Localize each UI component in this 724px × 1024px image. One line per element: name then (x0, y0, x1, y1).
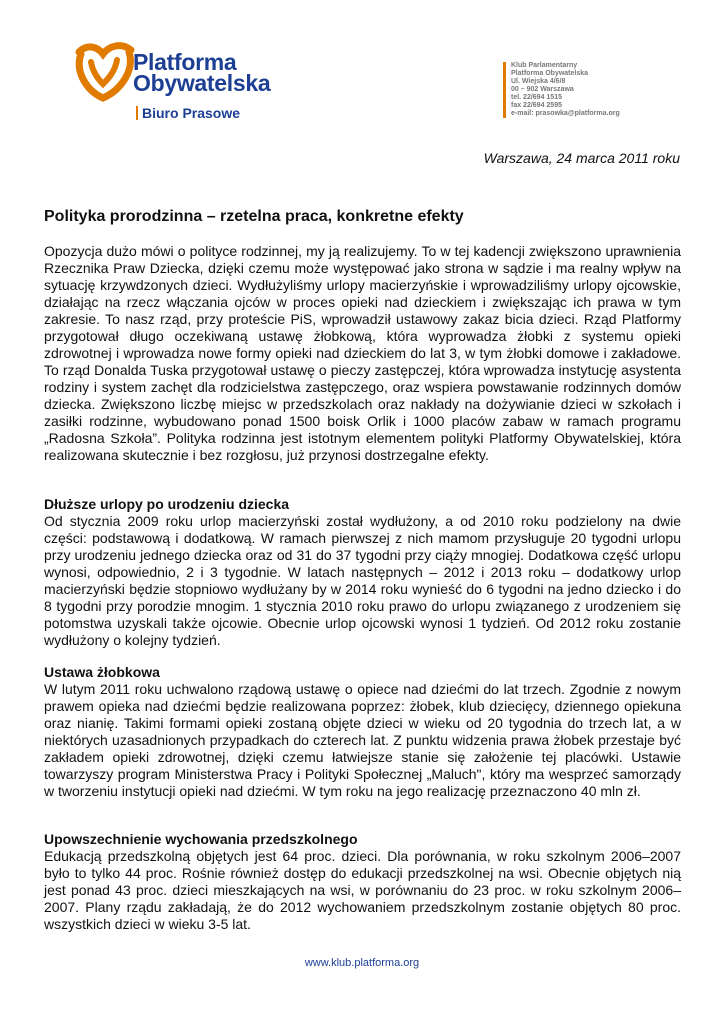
office-divider (136, 106, 138, 120)
intro-paragraph (44, 243, 681, 464)
dateline: Warszawa, 24 marca 2011 roku (483, 150, 680, 166)
page-title: Polityka prorodzinna – rzetelna praca, konkretne efekty (44, 208, 464, 225)
contact-line: Platforma Obywatelska (511, 70, 589, 77)
contact-line: tel. 22/694 1515 (511, 94, 562, 101)
section-heading: Dłuższe urlopy po urodzeniu dziecka (44, 496, 290, 512)
contact-email: e-mail: prasowka@platforma.org (511, 110, 620, 117)
section-nursery (44, 664, 681, 800)
section-heading: Ustawa żłobkowa (44, 664, 160, 680)
section-heading: Upowszechnienie wychowania przedszkolnego (44, 831, 358, 847)
intro-text: Opozycja dużo mówi o polityce rodzinnej, my ją realizujemy. To w tej kadencji zwiększono uprawnienia Rzecznika Praw Dziecka, dzięki czemu może występować jako strona w sądzie i ma realny wpływ na sytuację krzywdzonych dzieci. Wydłużyliśmy urlopy macierzyńskie i wprowadziliśmy urlopy ojcowskie, działając na rzecz włączania ojców w proces opieki nad dzieckiem i zwiększając ich prawa w tym zakresie. To nasz rząd, przy proteście PiS, wprowadził ustawowy zakaz bicia dzieci. Rząd Platformy przygotował długo oczekiwaną ustawę żłobkową, która wyprowadza żłobki z systemu opieki zdrowotnej i wprowadza nowe formy opieki nad dzieckiem do lat 3, w tym żłobki domowe i zakładowe. To rząd Donalda Tuska przygotował ustawę o pieczy zastępczej, która wprowadza instytucję asystenta rodziny i system zachęt dla rodzicielstwa zastępczego, oraz wspiera powstawanie rodzinnych domów dziecka. Zwiększono liczbę miejsc w przedszkolach oraz nakłady na dożywianie dzieci w szkołach i zasiłki rodzinne, wybudowano ponad 1500 boisk Orlik i 1000 placów zabaw w ramach programu „Radosna Szkoła”. Polityka rodzinna jest istotnym elementem polityki Platformy Obywatelskiej, która realizowana skutecznie i bez rozgłosu, już przynosi dostrzegalne efekty. (44, 243, 681, 463)
contact-line: Klub Parlamentarny (511, 62, 578, 69)
footer-link[interactable]: www.klub.platforma.org (304, 957, 420, 969)
contact-block (503, 62, 620, 118)
contact-line: fax 22/694 2595 (511, 102, 562, 109)
brand-name (133, 49, 271, 96)
section-text: Edukacją przedszkolną objętych jest 64 proc. dzieci. Dla porównania, w roku szkolnym 2006–2007 było to tylko 44 proc. Rośnie również dostęp do edukacji przedszkolnej na wsi. Obecnie objętych nią jest ponad 43 proc. dzieci mieszkających na wsi, w porównaniu do 23 proc. w roku szkolnym 2006–2007. Plany rządu zakładają, że do 2012 wychowaniem przedszkolnym zostanie objętych 80 proc. wszystkich dzieci w wieku 3-5 lat. (44, 848, 681, 932)
logo (73, 40, 313, 130)
brand-line-2: Obywatelska (133, 70, 271, 96)
heart-logo-icon (73, 40, 139, 102)
contact-line: Ul. Wiejska 4/6/8 (511, 78, 566, 85)
office-text: Biuro Prasowe (142, 105, 241, 121)
section-leave (44, 496, 681, 649)
section-text: W lutym 2011 roku uchwalono rządową ustawę o opiece nad dziećmi do lat trzech. Zgodnie z nowym prawem opieka nad dziećmi będzie realizowana poprzez: żłobek, klub dziecięcy, dziennego opiekuna oraz nianię. Takimi formami opieki zostaną objęte dzieci w wieku od 20 tygodnia do trzech lat, a w niektórych uzasadnionych przypadkach do czterech lat. Z punktu widzenia prawa żłobek przestaje być zakładem opieki zdrowotnej, dzięki czemu łatwiejsze stanie się założenie tej placówki. Ustawie towarzyszy program Ministerstwa Pracy i Polityki Społecznej „Maluch", który ma wesprzeć samorządy w tworzeniu instytucji opieki nad dziećmi. W tym roku na jego realizację przeznaczono 40 mln zł. (44, 681, 681, 799)
section-text: Od stycznia 2009 roku urlop macierzyński został wydłużony, a od 2010 roku podzielony na dwie części: podstawową i dodatkową. W ramach pierwszej z nich mamom przysługuje 20 tygodni urlopu przy urodzeniu jednego dziecka oraz od 31 do 37 tygodni przy ciąży mnogiej. Dodatkowa część urlopu wynosi, odpowiednio, 2 i 3 tygodnie. W latach następnych – 2012 i 2013 roku – dodatkowy urlop macierzyński będzie stopniowo wydłużany by w 2014 roku wynieść do 6 tygodni na jedno dziecko i do 8 tygodni przy porodzie mnogim. 1 stycznia 2010 roku prawo do urlopu związanego z urodzeniem się potomstwa uzyskali także ojcowie. Obecnie urlop ojcowski wynosi 1 tydzień. Od 2012 roku zostanie wydłużony o kolejny tydzień. (44, 513, 681, 648)
section-preschool (44, 831, 681, 933)
brand-line-1: Platforma (133, 49, 237, 75)
contact-line: 00 – 902 Warszawa (511, 86, 574, 93)
office-label (136, 105, 240, 121)
